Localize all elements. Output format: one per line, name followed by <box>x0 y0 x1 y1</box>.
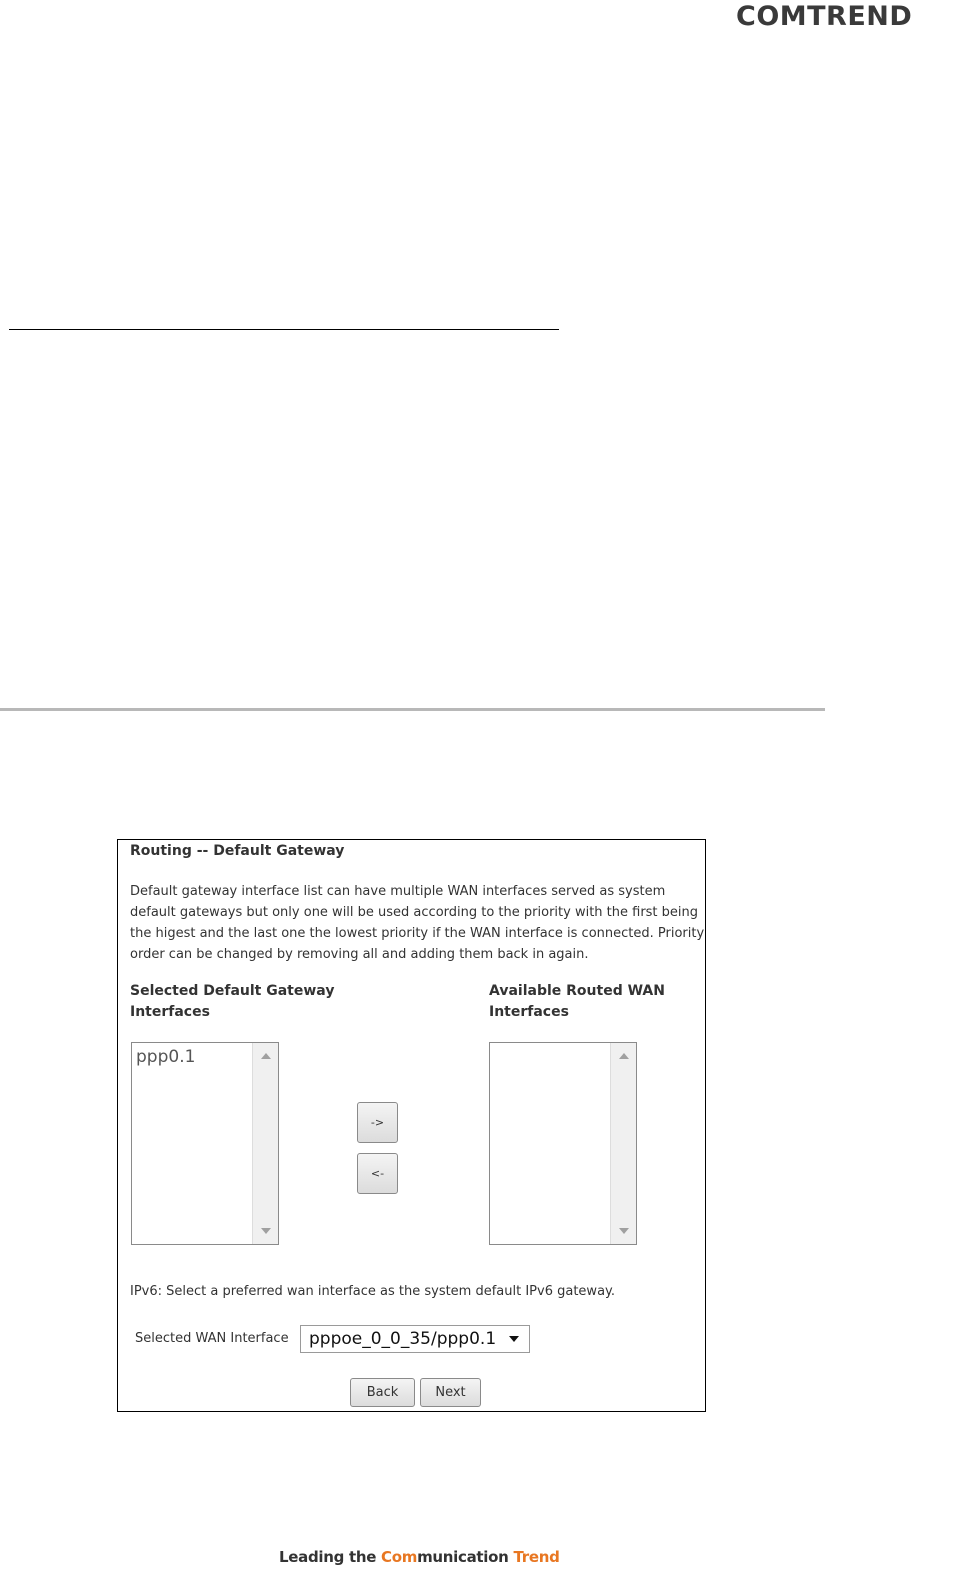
available-wan-listbox[interactable] <box>489 1042 637 1245</box>
available-wan-header: Available Routed WAN Interfaces <box>489 983 665 1020</box>
comtrend-logo: COMTREND <box>736 1 913 32</box>
wan-interface-value: pppoe_0_0_35/ppp0.1 <box>309 1329 497 1349</box>
chevron-down-icon <box>509 1336 519 1342</box>
list-item[interactable]: ppp0.1 <box>136 1047 196 1067</box>
wan-interface-select[interactable] <box>300 1325 530 1353</box>
tagline-start: Leading the <box>279 1548 382 1566</box>
tagline-end: Trend <box>513 1548 560 1566</box>
scrollbar[interactable] <box>610 1043 636 1244</box>
selected-gateway-listbox[interactable] <box>131 1042 279 1245</box>
scroll-up-icon[interactable] <box>619 1053 629 1059</box>
wan-interface-label: Selected WAN Interface <box>135 1331 289 1346</box>
scroll-down-icon[interactable] <box>261 1228 271 1234</box>
scroll-up-icon[interactable] <box>261 1053 271 1059</box>
tagline-accent: Com <box>381 1548 418 1566</box>
tagline-mid: munication <box>417 1548 514 1566</box>
section-divider <box>0 708 825 711</box>
default-gateway-panel <box>117 839 706 1412</box>
ipv6-note: IPv6: Select a preferred wan interface as the system default IPv6 gateway. <box>130 1284 616 1299</box>
panel-title: Routing -- Default Gateway <box>130 843 345 859</box>
back-button[interactable]: Back <box>350 1378 415 1407</box>
next-button[interactable]: Next <box>420 1378 481 1407</box>
move-right-button[interactable]: -> <box>357 1102 398 1143</box>
scroll-down-icon[interactable] <box>619 1228 629 1234</box>
move-left-button[interactable]: <- <box>357 1153 398 1194</box>
selected-gateway-header: Selected Default Gateway Interfaces <box>130 983 335 1020</box>
panel-description: Default gateway interface list can have multiple WAN interfaces served as system default gateways but only one will be used according to the priority with the first being the higest and the last one the lowest priority if the WAN interface is connected. Priority order can be changed by removing all and adding them back in again. <box>130 884 705 962</box>
scrollbar[interactable] <box>252 1043 278 1244</box>
footer-tagline <box>279 1548 560 1566</box>
underline-divider <box>9 329 559 330</box>
